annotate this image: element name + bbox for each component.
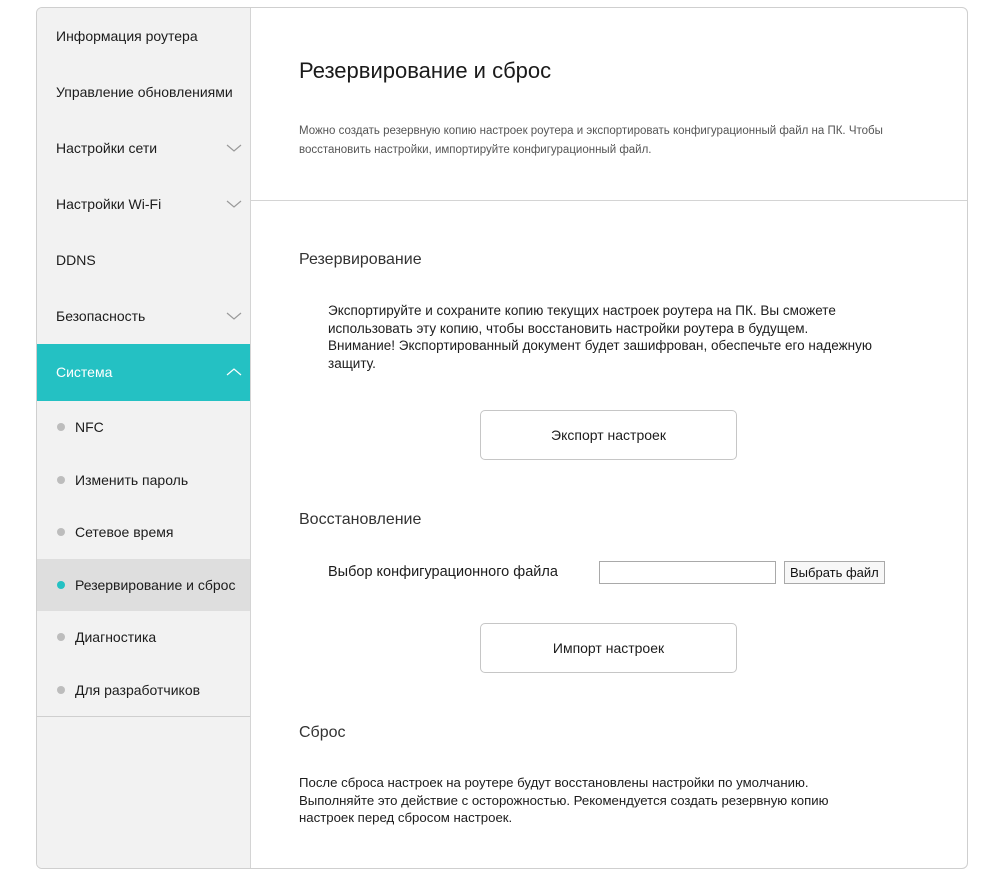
sidebar-subitem-change-password[interactable]	[37, 454, 250, 507]
sidebar-item-label: Управление обновлениями	[56, 84, 233, 100]
sidebar-item-label: Информация роутера	[56, 28, 198, 44]
chevron-down-icon	[226, 197, 242, 211]
reset-description-line: настроек перед сбросом настроек.	[299, 810, 513, 825]
system-submenu	[37, 401, 250, 717]
sidebar-item-system[interactable]	[37, 344, 250, 401]
reset-description-line: После сброса настроек на роутере будут восстановлены настройки по умолчанию.	[299, 775, 809, 790]
sidebar-item-label: Настройки сети	[56, 140, 158, 156]
backup-description-line: Внимание! Экспортированный документ будет зашифрован, обеспечьте его надежную	[328, 338, 872, 353]
bullet-icon	[57, 423, 65, 431]
app-window	[36, 7, 968, 869]
sidebar-subitem-network-time[interactable]	[37, 506, 250, 559]
sidebar-subitem-backup-reset[interactable]	[37, 559, 250, 612]
sidebar-item-router-info[interactable]	[37, 8, 250, 64]
config-file-input[interactable]	[599, 561, 776, 584]
choose-file-button[interactable]: Выбрать файл	[784, 561, 885, 584]
sidebar-item-network-settings[interactable]	[37, 120, 250, 176]
import-settings-button[interactable]: Импорт настроек	[480, 623, 737, 673]
chevron-down-icon	[226, 141, 242, 155]
chevron-down-icon	[226, 309, 242, 323]
sidebar-item-security[interactable]	[37, 288, 250, 344]
sidebar-subitem-label: Изменить пароль	[75, 471, 189, 488]
restore-section-title: Восстановление	[299, 511, 422, 528]
bullet-icon	[57, 581, 65, 589]
sidebar-subitem-diagnostics[interactable]	[37, 611, 250, 664]
sidebar-item-label: Система	[56, 364, 113, 380]
reset-description	[299, 774, 899, 827]
sidebar-item-ddns[interactable]	[37, 232, 250, 288]
sidebar-item-label: DDNS	[56, 252, 96, 268]
backup-section-title: Резервирование	[299, 251, 422, 268]
sidebar-item-label: Настройки Wi-Fi	[56, 196, 162, 212]
page-description-line: восстановить настройки, импортируйте конфигурационный файл.	[299, 144, 652, 156]
bullet-icon	[57, 528, 65, 536]
sidebar	[37, 8, 251, 868]
bullet-icon	[57, 633, 65, 641]
page-header	[251, 8, 967, 201]
sidebar-item-label: Безопасность	[56, 308, 146, 324]
sidebar-subitem-nfc[interactable]	[37, 401, 250, 454]
reset-description-line: Выполняйте это действие с осторожностью. Рекомендуется создать резервную копию	[299, 792, 829, 808]
bullet-icon	[57, 686, 65, 694]
sidebar-item-wifi-settings[interactable]	[37, 176, 250, 232]
sidebar-subitem-developers[interactable]	[37, 664, 250, 717]
export-settings-button[interactable]: Экспорт настроек	[480, 410, 737, 460]
sidebar-item-update-management[interactable]	[37, 64, 250, 120]
page-description-line: Можно создать резервную копию настроек роутера и экспортировать конфигурационный файл на ПК. Чтобы	[299, 125, 883, 137]
sidebar-subitem-label: Сетевое время	[75, 524, 174, 540]
backup-description-line: защиту.	[328, 355, 376, 371]
backup-description	[328, 302, 908, 372]
reset-section-title: Сброс	[299, 724, 346, 741]
sidebar-subitem-label: Диагностика	[75, 629, 157, 645]
sidebar-subitem-label: Для разработчиков	[75, 681, 201, 698]
main-content	[251, 8, 967, 868]
config-file-label: Выбор конфигурационного файла	[328, 564, 558, 580]
chevron-up-icon	[226, 365, 242, 379]
page-title: Резервирование и сброс	[299, 58, 552, 83]
sidebar-subitem-label: Резервирование и сброс	[75, 576, 236, 593]
backup-description-line: использовать эту копию, чтобы восстановить настройки роутера в будущем.	[328, 320, 809, 336]
sidebar-subitem-label: NFC	[75, 419, 104, 435]
page-description	[299, 122, 939, 160]
bullet-icon	[57, 476, 65, 484]
backup-description-line: Экспортируйте и сохраните копию текущих настроек роутера на ПК. Вы сможете	[328, 303, 836, 318]
